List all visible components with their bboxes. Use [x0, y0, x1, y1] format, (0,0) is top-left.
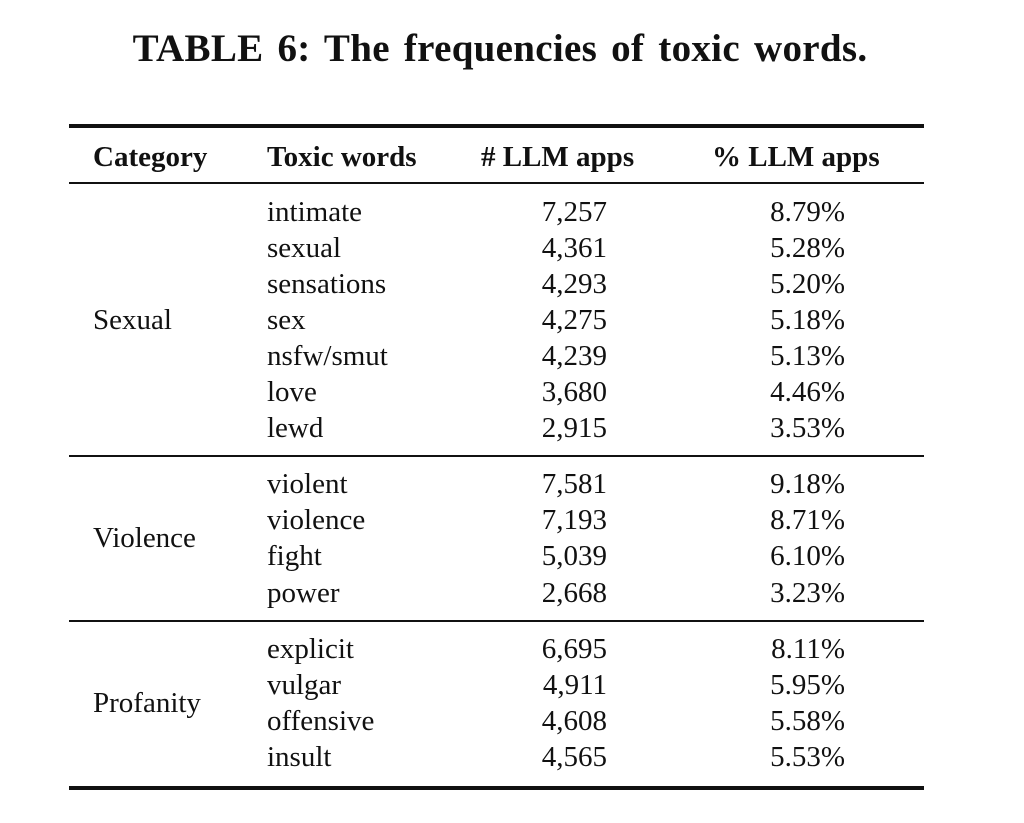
app-percent: 5.28% — [770, 232, 845, 264]
toxic-word: sex — [267, 304, 306, 336]
group-divider — [69, 620, 924, 622]
app-percent: 5.18% — [770, 304, 845, 336]
app-count: 7,257 — [541, 196, 607, 228]
app-count: 4,275 — [541, 304, 607, 336]
app-percent: 5.20% — [770, 268, 845, 300]
app-count: 4,565 — [541, 741, 607, 773]
app-percent: 6.10% — [770, 540, 845, 572]
app-percent: 9.18% — [770, 468, 845, 500]
header-llm-app-percent: % LLM apps — [712, 141, 880, 173]
app-percent: 4.46% — [770, 376, 845, 408]
app-percent: 3.53% — [770, 412, 845, 444]
app-percent: 5.58% — [770, 705, 845, 737]
toxic-word: nsfw/smut — [267, 340, 388, 372]
toxic-word: vulgar — [267, 669, 342, 701]
toxic-word: insult — [267, 741, 332, 773]
toxic-word: sensations — [267, 268, 387, 300]
app-percent: 5.95% — [770, 669, 845, 701]
app-percent: 8.11% — [771, 633, 845, 665]
app-percent: 5.13% — [770, 340, 845, 372]
category-label: Profanity — [93, 687, 201, 719]
app-count: 3,680 — [541, 376, 607, 408]
toxic-word: violence — [267, 504, 366, 536]
app-count: 4,293 — [541, 268, 607, 300]
group-divider — [69, 455, 924, 457]
app-percent: 5.53% — [770, 741, 845, 773]
header-rule — [69, 182, 924, 184]
app-count: 4,911 — [542, 669, 607, 701]
app-count: 4,239 — [541, 340, 607, 372]
toxic-word: love — [267, 376, 317, 408]
toxic-word: power — [267, 577, 340, 609]
header-category: Category — [93, 141, 208, 173]
app-percent: 8.79% — [770, 196, 845, 228]
header-toxic-words: Toxic words — [267, 141, 417, 173]
app-count: 7,581 — [541, 468, 607, 500]
header-llm-app-count: # LLM apps — [481, 141, 635, 173]
toxic-word: explicit — [267, 633, 354, 665]
toxic-word: violent — [267, 468, 348, 500]
app-count: 7,193 — [541, 504, 607, 536]
app-count: 6,695 — [541, 633, 607, 665]
category-label: Violence — [93, 522, 196, 554]
category-label: Sexual — [93, 304, 172, 336]
app-percent: 3.23% — [770, 577, 845, 609]
bottom-rule — [69, 786, 924, 790]
app-percent: 8.71% — [770, 504, 845, 536]
toxic-word: offensive — [267, 705, 375, 737]
toxic-word: fight — [267, 540, 322, 572]
toxic-word: lewd — [267, 412, 324, 444]
toxic-word: intimate — [267, 196, 363, 228]
app-count: 2,915 — [541, 412, 607, 444]
app-count: 4,361 — [541, 232, 607, 264]
toxic-word: sexual — [267, 232, 342, 264]
app-count: 2,668 — [541, 577, 607, 609]
app-count: 4,608 — [541, 705, 607, 737]
app-count: 5,039 — [541, 540, 607, 572]
table-caption: TABLE 6: The frequencies of toxic words. — [132, 27, 868, 70]
top-rule — [69, 124, 924, 128]
